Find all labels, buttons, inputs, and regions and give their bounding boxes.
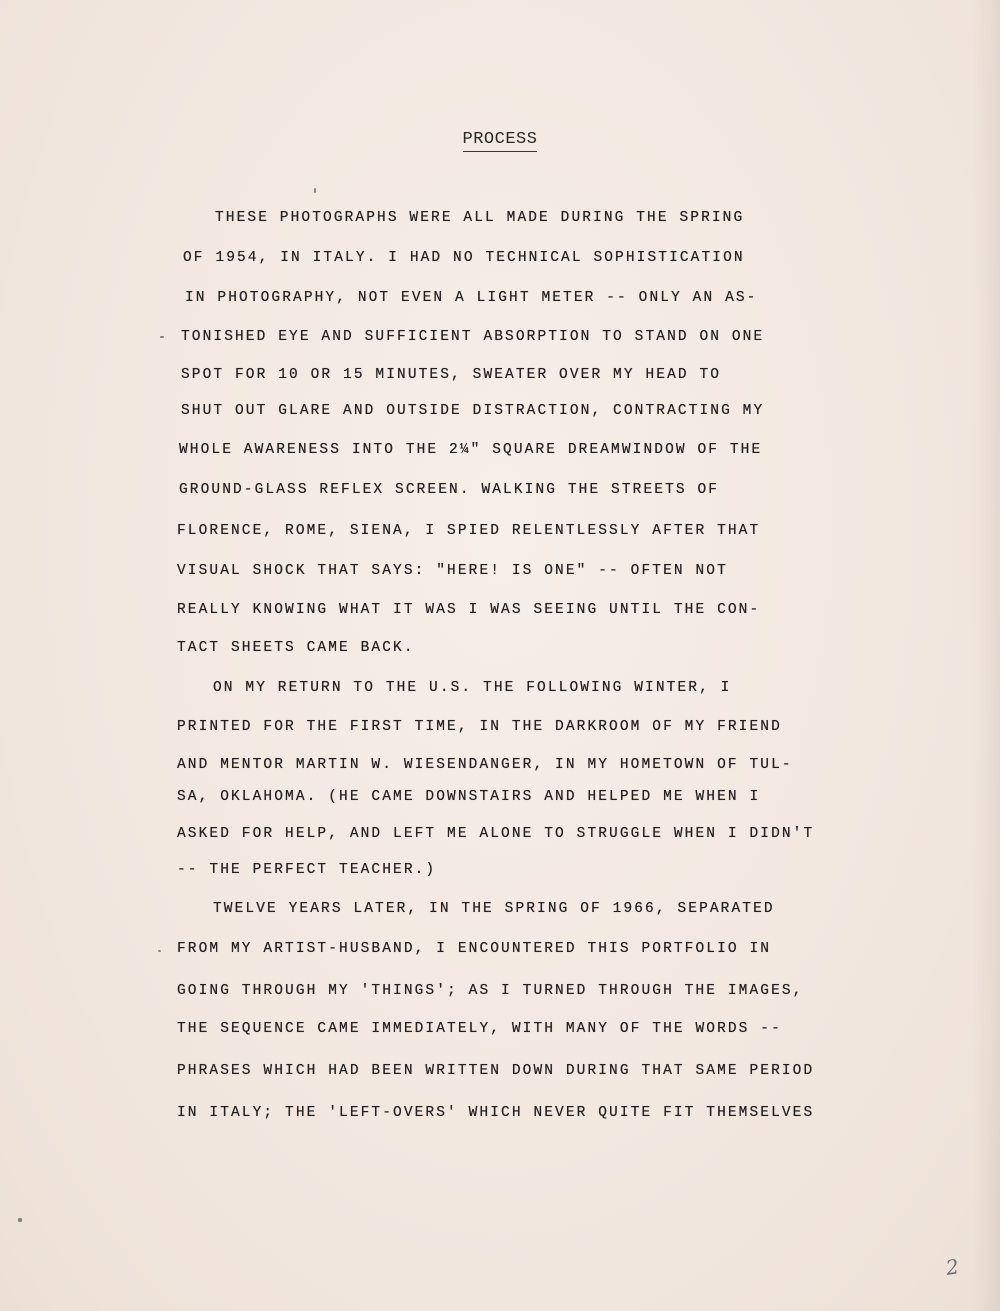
text-line-19: TWELVE YEARS LATER, IN THE SPRING OF 1966, SEPARATED <box>213 901 775 917</box>
text-line-1: THESE PHOTOGRAPHS WERE ALL MADE DURING THE SPRING <box>215 210 745 226</box>
text-line-23: PHRASES WHICH HAD BEEN WRITTEN DOWN DURING THAT SAME PERIOD <box>177 1063 815 1079</box>
text-line-17: ASKED FOR HELP, AND LEFT ME ALONE TO STRUGGLE WHEN I DIDN'T <box>177 826 815 842</box>
text-line-13: ON MY RETURN TO THE U.S. THE FOLLOWING WINTER, I <box>213 680 732 696</box>
page-title <box>0 130 1000 149</box>
text-line-7: WHOLE AWARENESS INTO THE 2¼" SQUARE DREAMWINDOW OF THE <box>179 442 763 458</box>
paper-speck <box>160 336 164 338</box>
text-line-14: PRINTED FOR THE FIRST TIME, IN THE DARKROOM OF MY FRIEND <box>177 719 782 735</box>
text-line-3: IN PHOTOGRAPHY, NOT EVEN A LIGHT METER -- ONLY AN AS- <box>185 290 758 306</box>
text-line-8: GROUND-GLASS REFLEX SCREEN. WALKING THE STREETS OF <box>179 482 720 498</box>
text-line-20: FROM MY ARTIST-HUSBAND, I ENCOUNTERED THIS PORTFOLIO IN <box>177 941 772 957</box>
page-number: 2 <box>944 1254 961 1280</box>
text-line-18: -- THE PERFECT TEACHER.) <box>177 862 437 878</box>
text-line-5: SPOT FOR 10 OR 15 MINUTES, SWEATER OVER MY HEAD TO <box>181 367 722 383</box>
title-text: PROCESS <box>463 130 538 152</box>
text-line-2: OF 1954, IN ITALY. I HAD NO TECHNICAL SOPHISTICATION <box>183 250 745 266</box>
text-line-10: VISUAL SHOCK THAT SAYS: "HERE! IS ONE" -- OFTEN NOT <box>177 563 728 579</box>
text-line-16: SA, OKLAHOMA. (HE CAME DOWNSTAIRS AND HELPED ME WHEN I <box>177 789 761 805</box>
paper-edge-shadow <box>972 0 1000 1311</box>
text-line-4: TONISHED EYE AND SUFFICIENT ABSORPTION TO STAND ON ONE <box>181 329 765 345</box>
paper-speck <box>314 188 316 193</box>
paper-speck <box>18 1218 22 1222</box>
text-line-9: FLORENCE, ROME, SIENA, I SPIED RELENTLESSLY AFTER THAT <box>177 523 761 539</box>
text-line-11: REALLY KNOWING WHAT IT WAS I WAS SEEING UNTIL THE CON- <box>177 602 761 618</box>
text-line-22: THE SEQUENCE CAME IMMEDIATELY, WITH MANY OF THE WORDS -- <box>177 1021 782 1037</box>
text-line-24: IN ITALY; THE 'LEFT-OVERS' WHICH NEVER QUITE FIT THEMSELVES <box>177 1105 815 1121</box>
text-line-21: GOING THROUGH MY 'THINGS'; AS I TURNED THROUGH THE IMAGES, <box>177 983 804 999</box>
paper-speck <box>158 950 161 952</box>
text-line-15: AND MENTOR MARTIN W. WIESENDANGER, IN MY HOMETOWN OF TUL- <box>177 757 793 773</box>
text-line-6: SHUT OUT GLARE AND OUTSIDE DISTRACTION, CONTRACTING MY <box>181 403 765 419</box>
text-line-12: TACT SHEETS CAME BACK. <box>177 640 415 656</box>
